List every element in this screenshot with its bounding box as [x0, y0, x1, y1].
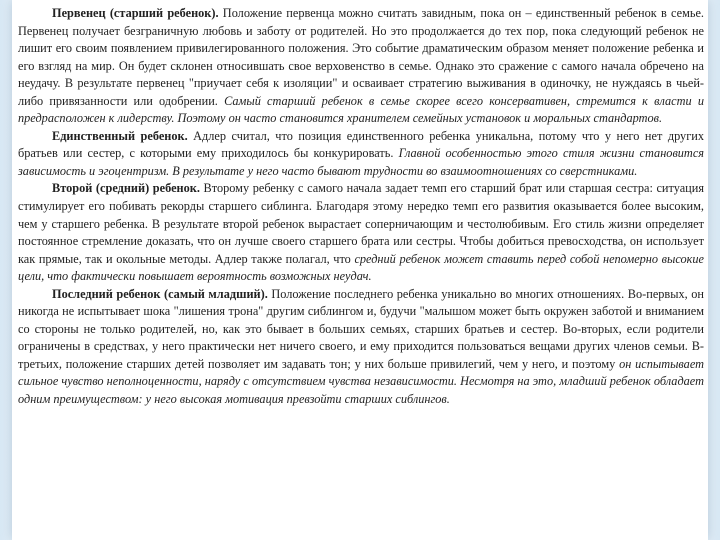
- body-middle-child: Второму ребенку с самого начала задает темп его старший брат или старшая сестра: ситуация стимулирует его побивать рекорды старшего сиблинга. Благодаря этому нередко темп его развития оказывается более высоким, чем у старшего ребенка. В результате второй ребенок вырастает соперничающим и честолюбивым. Его стиль жизни определяет постоянное стремление доказать, что он лучше своего старшего брата или сестры. Чтобы добиться превосходства, он использует как прямые, так и окольные методы. Адлер также полагал, что: [18, 181, 704, 266]
- italic-middle-child: средний ребенок может ставить перед собой непомерно высокие цели, что фактически повышает вероятность возможных неудач.: [18, 251, 704, 284]
- body-firstborn: Положение первенца можно считать завидным, пока он – единственный ребенок в семье. Первенец получает безграничную любовь и заботу от родителей. Но это продолжается до тех пор, пока следующий ребенок не лишит его своим появлением привилегированного положения. Это событие драматическим образом меняет положение ребенка и его взгляд на мир. Он будет склонен относившать свое верховенство в семье. Однако это сражение с самого начала обречено на неудачу. В результате первенец "приучает себя к изоляции" и осваивает стратегию выживания в одиночку, не нуждаясь в чьей-либо привязанности или одобрении.: [18, 6, 705, 108]
- paragraph-middle-child: [18, 180, 704, 285]
- paragraph-only-child: [18, 128, 704, 181]
- slide: [12, 0, 708, 540]
- heading-only-child: Единственный ребенок.: [52, 128, 188, 143]
- italic-firstborn: Самый старший ребенок в семье скорее всего консервативен, стремится к власти и предрасположен к лидерству. Поэтому он часто становится хранителем семейных установок и моральных стандартов.: [18, 93, 704, 126]
- body-youngest-child: Положение последнего ребенка уникально во многих отношениях. Во-первых, он никогда не испытывает шока "лишения трона" другим сиблингом и, будучи "малышом может быть окружен заботой и вниманием со стороны не только родителей, но, как это бывает в больших семьях, старших братьев и сестер. Во-вторых, если родители ограничены в средствах, у него практически нет ничего своего, и ему приходится пользоваться вещами других членов семьи. В-третьих, положение старших детей позволяет им задавать тон; у них больше привилегий, чем у него, и поэтому: [18, 286, 704, 371]
- body-only-child: Адлер считал, что позиция единственного ребенка уникальна, потому что у него нет других братьев или сестер, с которыми ему приходилось бы конкурировать.: [18, 128, 704, 161]
- heading-youngest-child: Последний ребенок (самый младший).: [52, 286, 268, 301]
- paragraph-firstborn: [18, 5, 704, 128]
- paragraph-youngest-child: [18, 286, 704, 409]
- document-body: [18, 5, 704, 409]
- heading-firstborn: Первенец (старший ребенок).: [52, 6, 219, 20]
- heading-middle-child: Второй (средний) ребенок.: [52, 181, 200, 196]
- italic-youngest-child: он испытывает сильное чувство неполноценности, наряду с отсутствием чувства независимости. Несмотря на это, младший ребенок обладает одним преимуществом: у него высокая мотивация превзойти старших сиблингов.: [18, 356, 704, 407]
- italic-only-child: Главной особенностью этого стиля жизни становится зависимость и эгоцентризм. В результате у него часто бывают трудности во взаимоотношениях со сверстниками.: [18, 146, 704, 178]
